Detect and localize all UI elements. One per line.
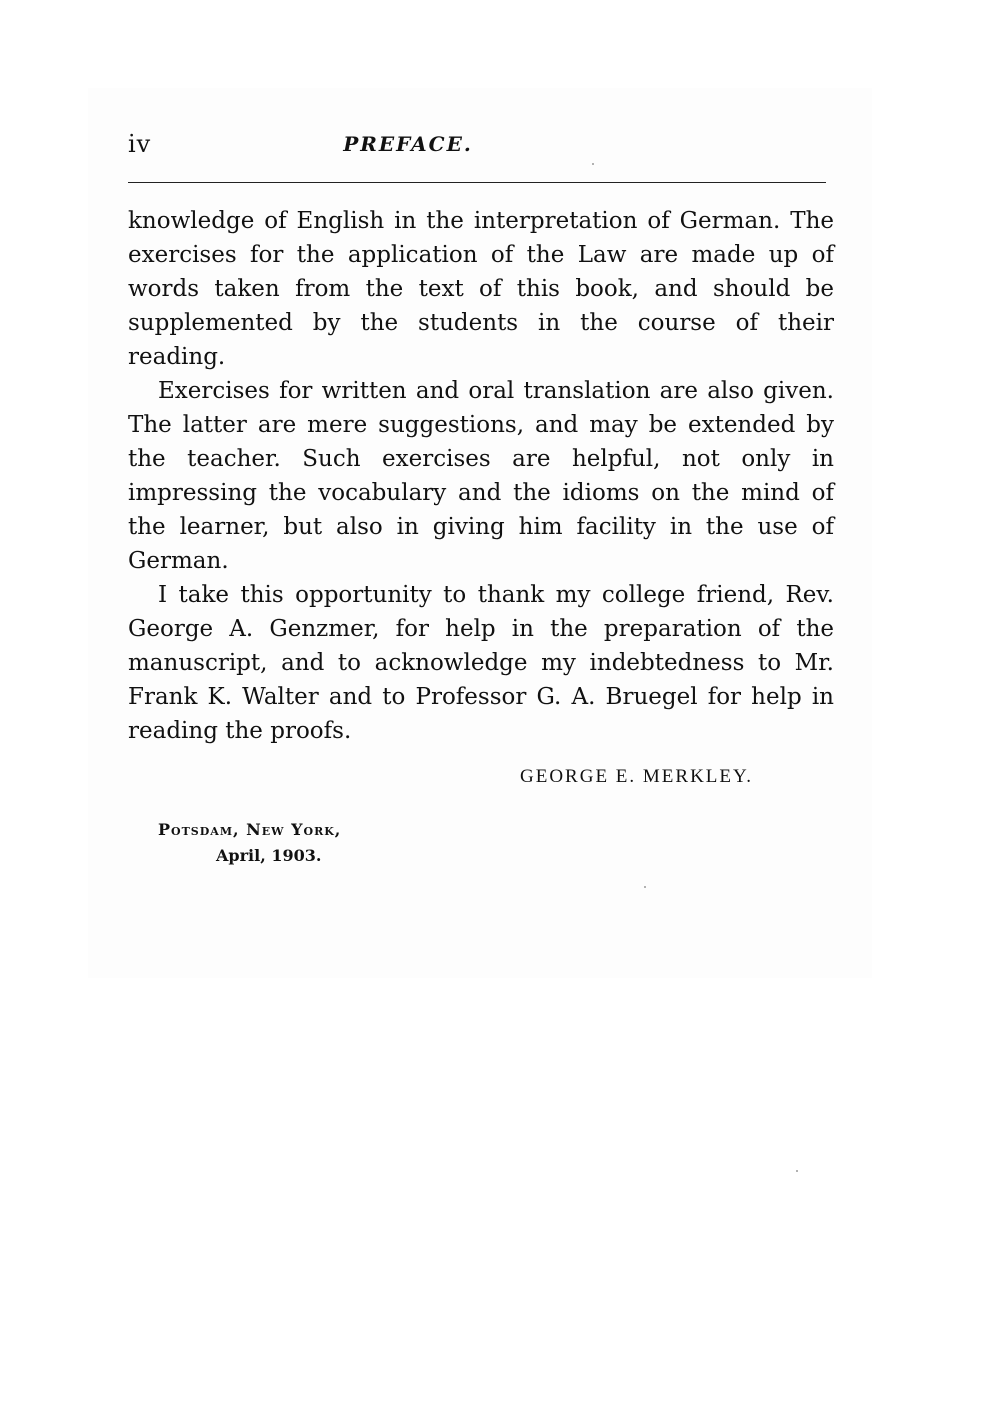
paragraph-continued: knowledge of English in the interpretation of German. The exercises for the application of the Law are made up of words taken from the text of this book, and should be supplemented by the students in the course of their reading. [128,208,834,370]
scan-speck [592,163,594,165]
page-number: iv [128,130,152,158]
header-rule [128,182,826,183]
page-header [128,130,828,166]
paragraph-acknowledgements: I take this opportunity to thank my college friend, Rev. George A. Genzmer, for help in the preparation of the manuscript, and to acknowledge my indebtedness to Mr. Frank K. Walter and to Professor G. A. Bruegel for help in reading the proofs. [128,582,834,744]
preface-body [128,204,834,748]
place-line: Potsdam, New York, [158,820,342,839]
scan-speck [796,1170,798,1172]
paragraph-exercises: Exercises for written and oral translation are also given. The latter are mere suggestions, and may be extended by the teacher. Such exercises are helpful, not only in impressing the vocabulary and the idioms on the mind of the learner, but also in giving him facility in the use of German. [128,378,834,574]
author-signature: GEORGE E. MERKLEY. [520,766,754,787]
date-line: April, 1903. [216,846,322,865]
scan-speck [644,886,646,888]
running-title: PREFACE. [343,132,473,156]
